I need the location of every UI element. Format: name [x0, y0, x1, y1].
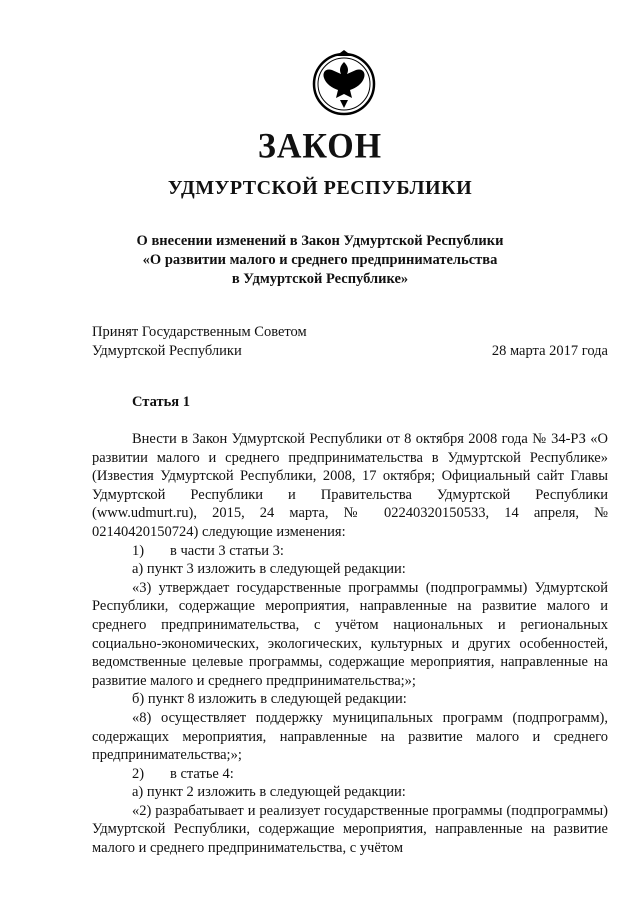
amendment-text: «8) осуществляет поддержку муниципальных программ (подпрограмм), содержащих мероприятия, направленные на развитие малого и среднего предпринимательства;»; — [92, 709, 608, 764]
list-item — [92, 765, 608, 784]
article-heading: Статья 1 — [132, 394, 190, 410]
sub-item: а) пункт 3 изложить в следующей редакции: — [132, 561, 406, 578]
sub-item: б) пункт 8 изложить в следующей редакции: — [132, 691, 407, 708]
law-title: ЗАКОН — [257, 127, 383, 166]
subject-line: в Удмуртской Республике» — [231, 271, 409, 287]
adoption-info — [92, 323, 307, 361]
law-subject — [0, 232, 640, 289]
subject-line: О внесении изменений в Закон Удмуртской Республики — [136, 233, 504, 249]
item-number: 2) — [132, 765, 145, 782]
adopted-by-line: Удмуртской Республики — [92, 343, 242, 359]
coat-of-arms-icon — [310, 48, 378, 124]
article-intro: Внести в Закон Удмуртской Республики от 8 октября 2008 года № 34-РЗ «О развитии малого и среднего предпринимательства в Удмуртской Республике» (Известия Удмуртской Республики, 2008, 17 октября; Официальный сайт Главы Удмуртской Республики и Правительства Удмуртской Республики (www.udmurt.ru), 2015, 24 марта, № 02240320150533, 14 апреля, № 02140420150724) следующие изменения: — [92, 431, 608, 540]
item-number: 1) — [132, 542, 145, 559]
list-item — [92, 542, 608, 561]
subject-line: «О развитии малого и среднего предпринимательства — [142, 252, 498, 268]
amendment-text: «3) утверждает государственные программы (подпрограммы) Удмуртской Республики, содержащие мероприятия, направленные на развитие малого и среднего предпринимательства, с учётом национальных и региональных социально-экономических, экологических, культурных и других особенностей, ведомственные целевые программы, содержащие мероприятия, направленные на развитие малого и среднего предпринимательства;»; — [92, 579, 608, 689]
article-body — [92, 430, 608, 858]
republic-title: УДМУРТСКОЙ РЕСПУБЛИКИ — [167, 177, 473, 199]
sub-item: а) пункт 2 изложить в следующей редакции: — [132, 784, 406, 801]
item-text: в статье 4: — [170, 765, 234, 782]
amendment-text: «2) разрабатывает и реализует государственные программы (подпрограммы) Удмуртской Республики, содержащие мероприятия, направленные на развитие малого и среднего предпринимательства, с учётом — [92, 802, 608, 857]
item-text: в части 3 статьи 3: — [170, 542, 284, 559]
adoption-date: 28 марта 2017 года — [491, 343, 608, 359]
adopted-by-line: Принят Государственным Советом — [92, 324, 307, 340]
